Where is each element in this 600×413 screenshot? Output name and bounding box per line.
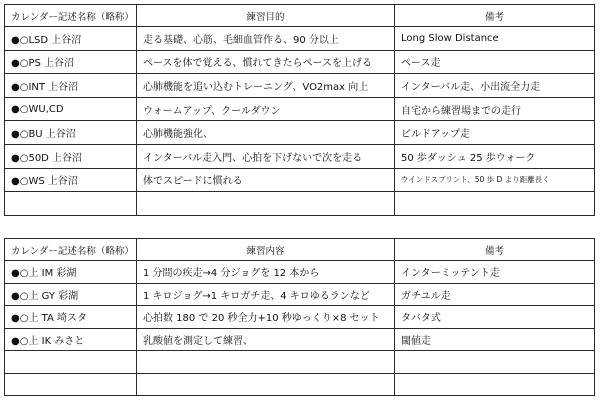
cell-name: ●○50D 上谷沼 bbox=[5, 144, 137, 168]
table-row bbox=[5, 97, 595, 121]
cell-name bbox=[5, 373, 137, 396]
header-calendar-name: カレンダー記述名称（略称） bbox=[5, 5, 137, 27]
table-row bbox=[5, 328, 595, 351]
table-header-row bbox=[5, 239, 595, 261]
table-row bbox=[5, 27, 595, 51]
cell-notes: 閾値走 bbox=[395, 328, 595, 351]
cell-name: ●○PS 上谷沼 bbox=[5, 50, 137, 74]
table-header-row bbox=[5, 5, 595, 27]
header-notes: 備考 bbox=[395, 5, 595, 27]
table-row bbox=[5, 168, 595, 192]
table-row bbox=[5, 306, 595, 329]
cell-content: 心拍数 180 で 20 秒全力+10 秒ゆっくり×8 セット bbox=[137, 306, 395, 329]
cell-notes: 自宅から練習場までの走行 bbox=[395, 97, 595, 121]
cell-name: ●○BU 上谷沼 bbox=[5, 121, 137, 145]
table-row-empty bbox=[5, 373, 595, 396]
cell-purpose: 心肺機能を追い込むトレーニング、VO2max 向上 bbox=[137, 74, 395, 98]
table-row-empty bbox=[5, 192, 595, 216]
cell-notes: 50 歩ダッシュ 25 歩ウォーク bbox=[395, 144, 595, 168]
header-calendar-name: カレンダー記述名称（略称） bbox=[5, 239, 137, 261]
cell-content bbox=[137, 351, 395, 374]
cell-notes bbox=[395, 192, 595, 216]
cell-name: ●○上 IK みさと bbox=[5, 328, 137, 351]
cell-content: 1 キロジョグ→1 キロガチ走、4 キロゆるランなど bbox=[137, 283, 395, 306]
cell-notes bbox=[395, 373, 595, 396]
cell-name: ●○LSD 上谷沼 bbox=[5, 27, 137, 51]
cell-name: ●○上 TA 埼スタ bbox=[5, 306, 137, 329]
table-row bbox=[5, 74, 595, 98]
cell-name bbox=[5, 192, 137, 216]
cell-notes: ガチユル走 bbox=[395, 283, 595, 306]
cell-name: ●○WU,CD bbox=[5, 97, 137, 121]
cell-content: 1 分間の疾走→4 分ジョグを 12 本から bbox=[137, 261, 395, 284]
cell-notes: タバタ式 bbox=[395, 306, 595, 329]
cell-content: 乳酸値を測定して練習、 bbox=[137, 328, 395, 351]
table-row-empty bbox=[5, 351, 595, 374]
cell-purpose: 心肺機能強化、 bbox=[137, 121, 395, 145]
header-practice-content: 練習内容 bbox=[137, 239, 395, 261]
header-practice-purpose: 練習目的 bbox=[137, 5, 395, 27]
cell-purpose: 走る基礎、心筋、毛細血管作る、90 分以上 bbox=[137, 27, 395, 51]
header-notes: 備考 bbox=[395, 239, 595, 261]
table-row bbox=[5, 144, 595, 168]
practice-content-table bbox=[4, 238, 595, 396]
cell-notes: インターバル走、小出流全力走 bbox=[395, 74, 595, 98]
cell-name bbox=[5, 351, 137, 374]
cell-content bbox=[137, 373, 395, 396]
cell-name: ●○上 GY 彩湖 bbox=[5, 283, 137, 306]
cell-name: ●○WS 上谷沼 bbox=[5, 168, 137, 192]
cell-purpose: 体でスピードに慣れる bbox=[137, 168, 395, 192]
cell-notes: ペース走 bbox=[395, 50, 595, 74]
table-row bbox=[5, 283, 595, 306]
cell-name: ●○INT 上谷沼 bbox=[5, 74, 137, 98]
table-row bbox=[5, 50, 595, 74]
cell-notes: ビルドアップ走 bbox=[395, 121, 595, 145]
cell-notes: インターミッテント走 bbox=[395, 261, 595, 284]
cell-purpose: ペースを体で覚える、慣れてきたらペースを上げる bbox=[137, 50, 395, 74]
table-row bbox=[5, 261, 595, 284]
practice-purpose-table bbox=[4, 4, 595, 216]
cell-name: ●○上 IM 彩湖 bbox=[5, 261, 137, 284]
cell-notes bbox=[395, 351, 595, 374]
cell-purpose bbox=[137, 192, 395, 216]
cell-notes: Long Slow Distance bbox=[395, 27, 595, 51]
table-row bbox=[5, 121, 595, 145]
cell-purpose: ウォームアップ、クールダウン bbox=[137, 97, 395, 121]
cell-purpose: インターバル走入門、心拍を下げないで次を走る bbox=[137, 144, 395, 168]
cell-notes: ウインドスプリント、50 歩 D より距離長く bbox=[395, 168, 595, 192]
